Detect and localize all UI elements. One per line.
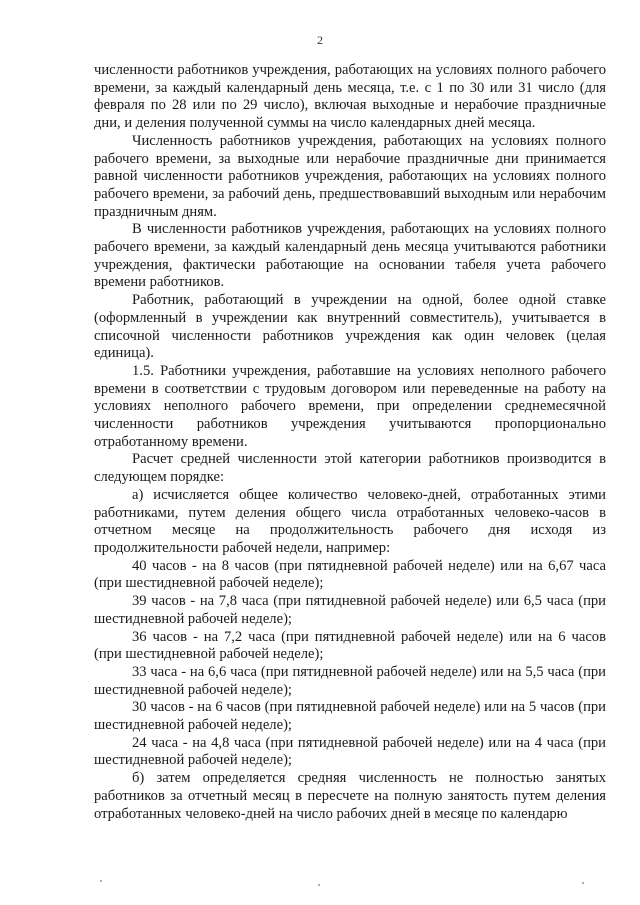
example-item: 24 часа - на 4,8 часа (при пятидневной рабочей неделе) или на 4 часа (при шестидневной рабочей неделе); xyxy=(94,734,606,769)
document-body xyxy=(94,62,606,823)
paragraph: В численности работников учреждения, работающих на условиях полного рабочего времени, за каждый календарный день месяца учитываются работники учреждения, фактически работающие на основании табеля учета рабочего времени работников. xyxy=(94,221,606,291)
example-item: 39 часов - на 7,8 часа (при пятидневной рабочей неделе) или 6,5 часа (при шестидневной рабочей неделе); xyxy=(94,593,606,627)
example-item: 36 часов - на 7,2 часа (при пятидневной рабочей неделе) или на 6 часов (при шестидневной рабочей неделе); xyxy=(94,628,606,663)
paragraph-section-1-5: 1.5. Работники учреждения, работавшие на условиях неполного рабочего времени в соответствии с трудовым договором или переведенные на работу на условиях неполного рабочего времени, при определении среднемесячной численности работников учреждения учитываются пропорционально отработанному времени. xyxy=(94,362,606,450)
page-number: 2 xyxy=(317,33,323,47)
example-item: 40 часов - на 8 часов (при пятидневной рабочей неделе) или на 6,67 часа (при шестидневной рабочей неделе); xyxy=(94,557,606,592)
scan-speck xyxy=(318,884,320,886)
list-item-b: б) затем определяется средняя численность не полностью занятых работников за отчетный месяц в пересчете на полную занятость путем деления отработанных человеко-дней на число рабочих дней в месяце по календарю xyxy=(94,770,606,822)
paragraph: Работник, работающий в учреждении на одной, более одной ставке (оформленный в учреждении как внутренний совместитель), учитывается в списочной численности работников учреждения как один человек (целая единица). xyxy=(94,292,606,362)
example-item: 33 часа - на 6,6 часа (при пятидневной рабочей неделе) или на 5,5 часа (при шестидневной рабочей неделе); xyxy=(94,663,606,698)
paragraph: Численность работников учреждения, работающих на условиях полного рабочего времени, за выходные или нерабочие праздничные дни принимается равной численности работников учреждения, работающих на условиях полного рабочего времени, за рабочий день, предшествовавший выходным или нерабочим праздничным дням. xyxy=(94,132,606,220)
scan-speck xyxy=(582,882,584,884)
paragraph-continuation: численности работников учреждения, работающих на условиях полного рабочего времени, за каждый календарный день месяца, т.е. с 1 по 30 или 31 число (для февраля по 28 или по 29 число), включая выходные и нерабочие праздничные дни, и деления полученной суммы на число календарных дней месяца. xyxy=(94,62,606,132)
paragraph: Расчет средней численности этой категории работников производится в следующем порядке: xyxy=(94,451,606,486)
scan-speck xyxy=(100,880,102,882)
list-item-a: а) исчисляется общее количество человеко-дней, отработанных этими работниками, путем деления общего числа отработанных человеко-часов в отчетном месяце на продолжительность рабочего дня исходя из продолжительности рабочей недели, например: xyxy=(94,486,606,556)
example-item: 30 часов - на 6 часов (при пятидневной рабочей неделе) или на 5 часов (при шестидневной рабочей неделе); xyxy=(94,699,606,734)
